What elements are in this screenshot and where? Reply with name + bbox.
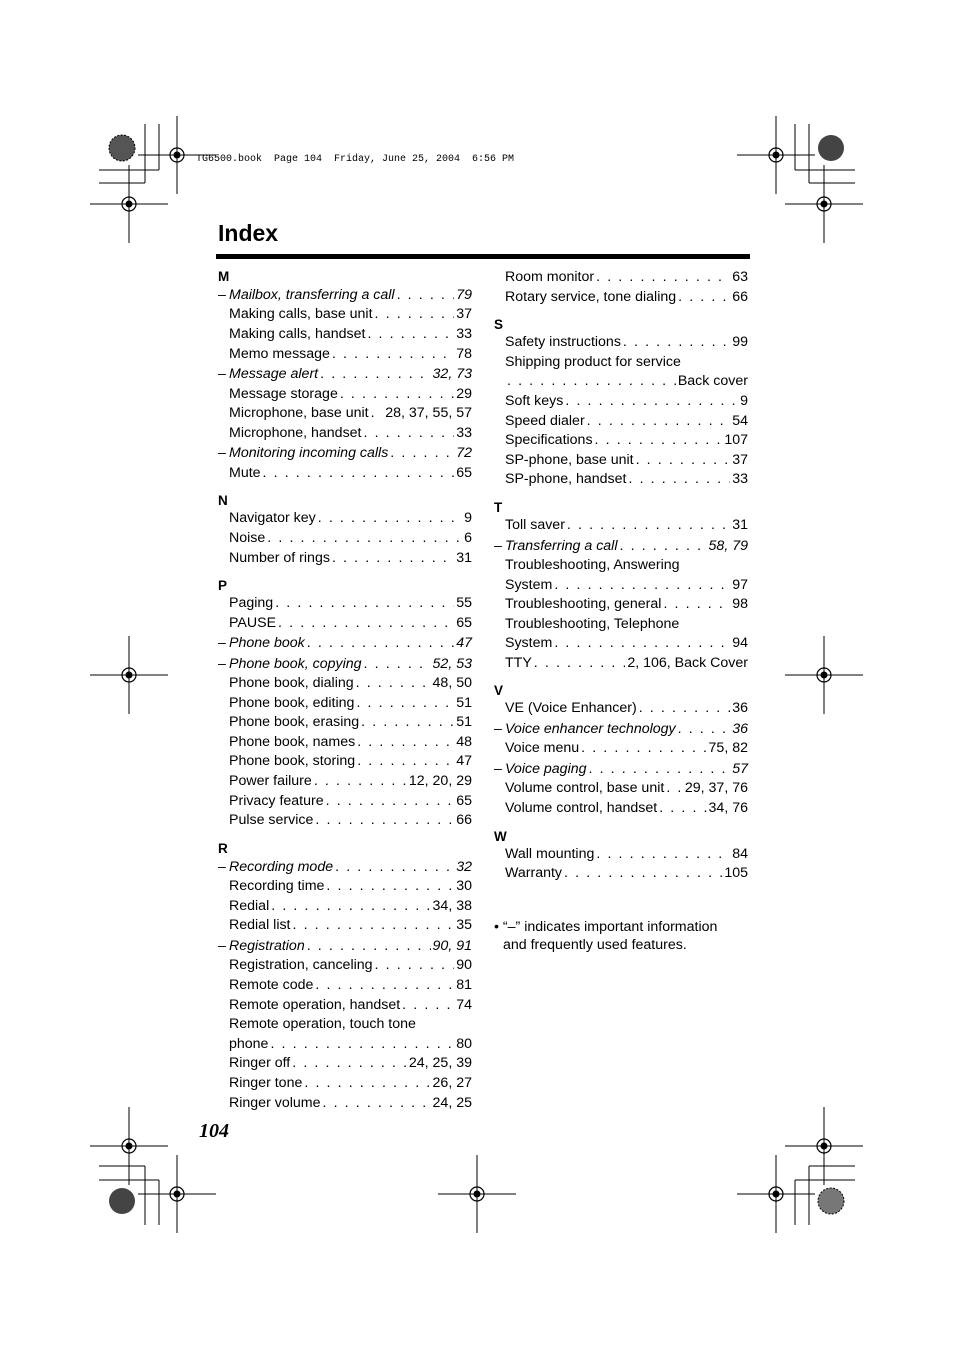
dot-leader bbox=[293, 916, 455, 936]
index-entry-text: Pulse service bbox=[229, 812, 314, 829]
index-entry-pages: 105 bbox=[724, 865, 748, 882]
index-entry-text: Phone book, dialing bbox=[229, 675, 354, 692]
dot-leader bbox=[267, 529, 462, 549]
index-entry-line: Remote operation, touch tone bbox=[229, 1016, 416, 1033]
index-entry bbox=[218, 752, 472, 772]
index-entry-text: Speed dialer bbox=[505, 412, 585, 429]
index-entry bbox=[494, 799, 748, 819]
index-entry-pages: 80 bbox=[456, 1035, 472, 1052]
index-entry bbox=[218, 364, 472, 384]
dot-leader bbox=[367, 325, 454, 345]
index-entry-text: Making calls, base unit bbox=[229, 306, 373, 323]
index-entry bbox=[218, 1074, 472, 1094]
index-entry-line: Troubleshooting, Answering bbox=[505, 556, 680, 573]
dot-leader bbox=[581, 739, 706, 759]
index-entry-text: Phone book, storing bbox=[229, 753, 356, 770]
index-entry-text: Number of rings bbox=[229, 549, 330, 566]
index-entry-text: Monitoring incoming calls bbox=[229, 445, 389, 462]
dot-leader bbox=[678, 719, 731, 739]
index-entry-text: Specifications bbox=[505, 432, 593, 449]
index-entry-pages: 24, 25, 39 bbox=[408, 1055, 472, 1072]
index-entry-line: Troubleshooting, Telephone bbox=[505, 615, 680, 632]
index-entry bbox=[494, 779, 748, 799]
index-column-right bbox=[494, 268, 748, 884]
index-entry-text: Remote operation, handset bbox=[229, 996, 401, 1013]
footnote bbox=[494, 918, 717, 954]
print-header: TG6500.book Page 104 Friday, June 25, 2004 6:56 PM bbox=[196, 154, 515, 165]
dot-leader bbox=[666, 779, 683, 799]
important-marker: – bbox=[494, 761, 502, 778]
index-entry bbox=[218, 1094, 472, 1114]
index-entry bbox=[218, 674, 472, 694]
index-entry-pages: 78 bbox=[456, 345, 472, 362]
index-entry-text: System bbox=[505, 635, 553, 652]
index-entry-pages: 97 bbox=[732, 576, 748, 593]
dot-leader bbox=[335, 857, 454, 877]
index-entry bbox=[494, 372, 748, 392]
dot-leader bbox=[356, 674, 431, 694]
index-entry-pages: 47 bbox=[456, 753, 472, 770]
footnote-line-2: and frequently used features. bbox=[503, 937, 687, 953]
index-entry-text: Mailbox, transferring a call bbox=[229, 287, 395, 303]
index-entry-pages: 47 bbox=[456, 635, 472, 652]
important-marker: – bbox=[218, 858, 226, 875]
index-entry-text: Registration bbox=[229, 938, 305, 954]
dot-leader bbox=[326, 877, 454, 897]
index-entry bbox=[218, 424, 472, 444]
index-entry bbox=[218, 976, 472, 996]
index-entry-pages: 57 bbox=[732, 761, 748, 778]
dot-leader bbox=[314, 772, 407, 792]
index-entry-pages: 99 bbox=[732, 334, 748, 351]
index-entry-pages: 72 bbox=[456, 445, 472, 462]
index-entry bbox=[218, 996, 472, 1016]
dot-leader bbox=[554, 634, 730, 654]
index-entry-text: Volume control, base unit bbox=[505, 780, 665, 797]
index-entry-pages: 33 bbox=[456, 325, 472, 342]
index-entry-text: Registration, canceling bbox=[229, 957, 373, 974]
dot-leader bbox=[678, 288, 730, 308]
index-entry-pages: 32, 73 bbox=[432, 366, 472, 383]
index-entry-pages: 55 bbox=[456, 595, 472, 612]
index-entry bbox=[218, 956, 472, 976]
dot-leader bbox=[663, 595, 730, 615]
dot-leader bbox=[340, 385, 454, 405]
dot-leader bbox=[320, 364, 430, 384]
index-entry-text: Privacy feature bbox=[229, 792, 324, 809]
index-entry-text: SP-phone, base unit bbox=[505, 451, 634, 468]
index-entry bbox=[218, 897, 472, 917]
index-letter-heading: M bbox=[218, 269, 230, 284]
index-entry-pages: 34, 38 bbox=[432, 897, 472, 914]
footnote-line-1: • “–” indicates important information bbox=[494, 919, 718, 935]
dot-leader bbox=[357, 733, 454, 753]
index-entry-text: Voice paging bbox=[505, 761, 587, 778]
index-entry-text: Rotary service, tone dialing bbox=[505, 288, 677, 305]
dot-leader bbox=[263, 464, 455, 484]
index-entry-pages: 63 bbox=[732, 269, 748, 285]
index-letter-heading: T bbox=[494, 499, 503, 515]
index-entry-pages: 26, 27 bbox=[432, 1074, 472, 1091]
index-entry bbox=[494, 431, 748, 451]
dot-leader bbox=[304, 1074, 430, 1094]
index-entry bbox=[218, 916, 472, 936]
title-rule bbox=[216, 254, 750, 259]
index-entry-pages: 29, 37, 76 bbox=[684, 780, 748, 797]
index-entry-text: Phone book, erasing bbox=[229, 714, 360, 731]
index-entry-text: Redial list bbox=[229, 917, 291, 934]
index-letter-heading: W bbox=[494, 828, 507, 844]
dot-leader bbox=[636, 451, 731, 471]
dot-leader bbox=[623, 333, 730, 353]
dot-leader bbox=[322, 1094, 430, 1114]
index-entry bbox=[218, 857, 472, 877]
index-entry-pages: 51 bbox=[456, 714, 472, 731]
index-entry-pages: 48 bbox=[456, 733, 472, 750]
dot-leader bbox=[271, 897, 430, 917]
dot-leader bbox=[628, 470, 730, 490]
index-entry-pages: 51 bbox=[456, 694, 472, 711]
important-marker: – bbox=[218, 655, 226, 672]
index-entry-text: Troubleshooting, general bbox=[505, 596, 662, 613]
index-entry bbox=[218, 614, 472, 634]
dot-leader bbox=[659, 799, 706, 819]
dot-leader bbox=[390, 443, 454, 463]
index-entry-pages: 33 bbox=[732, 471, 748, 488]
index-entry-text: SP-phone, handset bbox=[505, 471, 627, 488]
index-entry-pages: 33 bbox=[456, 424, 472, 441]
index-entry bbox=[218, 877, 472, 897]
index-letter-heading: S bbox=[494, 317, 504, 333]
index-entry bbox=[218, 345, 472, 365]
dot-leader bbox=[292, 1054, 407, 1074]
index-entry-pages: 52, 53 bbox=[432, 655, 472, 672]
index-entry-text: Warranty bbox=[505, 865, 563, 882]
index-entry bbox=[494, 654, 748, 674]
index-entry bbox=[218, 594, 472, 614]
index-entry bbox=[218, 936, 472, 956]
dot-leader bbox=[534, 654, 626, 674]
index-entry-text: Noise bbox=[229, 529, 266, 546]
index-entry-pages: 9 bbox=[464, 510, 472, 527]
index-entry-pages: 24, 25 bbox=[432, 1094, 472, 1111]
index-entry-pages: 29 bbox=[456, 385, 472, 402]
index-entry-pages: 35 bbox=[456, 917, 472, 934]
dot-leader bbox=[371, 404, 384, 424]
index-entry-pages: 81 bbox=[456, 976, 472, 993]
dot-leader bbox=[307, 633, 454, 653]
index-entry-text: Voice enhancer technology bbox=[505, 721, 676, 738]
index-entry bbox=[494, 719, 748, 739]
dot-leader bbox=[356, 694, 454, 714]
dot-leader bbox=[364, 424, 455, 444]
dot-leader bbox=[357, 752, 454, 772]
index-entry-pages: 36 bbox=[732, 700, 748, 717]
index-letter-heading: P bbox=[218, 578, 228, 594]
index-entry-text: Phone book, names bbox=[229, 733, 356, 750]
index-entry bbox=[494, 268, 748, 288]
index-entry bbox=[218, 404, 472, 424]
index-entry-pages: 48, 50 bbox=[432, 675, 472, 692]
index-entry-pages: 66 bbox=[732, 288, 748, 305]
index-entry-pages: 34, 76 bbox=[708, 800, 748, 817]
dot-leader bbox=[315, 811, 454, 831]
dot-leader bbox=[596, 268, 730, 288]
index-entry-pages: 31 bbox=[732, 516, 748, 533]
dot-leader bbox=[278, 614, 454, 634]
index-entry-text: Message storage bbox=[229, 385, 338, 402]
index-entry bbox=[494, 412, 748, 432]
important-marker: – bbox=[218, 938, 226, 954]
dot-leader bbox=[565, 392, 738, 412]
index-entry-text: Power failure bbox=[229, 773, 312, 790]
index-entry-text: Recording time bbox=[229, 878, 325, 895]
index-entry-text: Ringer volume bbox=[229, 1094, 321, 1111]
index-entry bbox=[218, 549, 472, 569]
index-entry-text: Transferring a call bbox=[505, 537, 618, 554]
index-entry-pages: 65 bbox=[456, 464, 472, 481]
index-column-left bbox=[218, 268, 472, 1113]
index-entry bbox=[218, 733, 472, 753]
dot-leader bbox=[375, 956, 455, 976]
index-entry bbox=[218, 385, 472, 405]
index-entry bbox=[494, 759, 748, 779]
index-entry bbox=[218, 285, 472, 305]
index-entry-pages: 6 bbox=[464, 529, 472, 546]
index-entry-text: System bbox=[505, 576, 553, 593]
index-entry-text: Navigator key bbox=[229, 510, 316, 527]
dot-leader bbox=[567, 516, 730, 536]
dot-leader bbox=[315, 976, 454, 996]
index-entry bbox=[494, 864, 748, 884]
index-entry-text: Safety instructions bbox=[505, 334, 621, 351]
index-entry-text: Paging bbox=[229, 595, 274, 612]
dot-leader bbox=[318, 509, 462, 529]
index-entry-pages: 36 bbox=[732, 721, 748, 738]
dot-leader bbox=[554, 576, 730, 596]
index-entry-text: Voice menu bbox=[505, 740, 580, 757]
index-entry bbox=[218, 509, 472, 529]
important-marker: – bbox=[494, 537, 502, 554]
index-entry-text: Phone book, editing bbox=[229, 694, 355, 711]
index-entry-pages: 31 bbox=[456, 549, 472, 566]
index-letter-heading: N bbox=[218, 493, 228, 509]
index-entry bbox=[494, 845, 748, 865]
index-entry-pages: 65 bbox=[456, 614, 472, 631]
index-entry-text: VE (Voice Enhancer) bbox=[505, 700, 637, 717]
index-entry bbox=[494, 516, 748, 536]
dot-leader bbox=[589, 759, 731, 779]
dot-leader bbox=[587, 412, 731, 432]
index-entry-text: Recording mode bbox=[229, 858, 334, 875]
dot-leader bbox=[326, 792, 455, 812]
dot-leader bbox=[595, 431, 723, 451]
index-entry-text: Ringer off bbox=[229, 1055, 291, 1072]
index-entry-text: Soft keys bbox=[505, 392, 564, 409]
index-entry-pages: 94 bbox=[732, 635, 748, 652]
dot-leader bbox=[402, 996, 454, 1016]
index-entry-text: Room monitor bbox=[505, 269, 595, 285]
index-entry-text: Mute bbox=[229, 464, 261, 481]
index-entry-pages: Back cover bbox=[677, 373, 748, 390]
index-entry-text: Message alert bbox=[229, 366, 319, 383]
index-entry bbox=[218, 529, 472, 549]
index-entry-pages: 37 bbox=[456, 306, 472, 323]
index-entry-text: Phone book, copying bbox=[229, 655, 362, 672]
index-entry bbox=[494, 634, 748, 654]
important-marker: – bbox=[218, 635, 226, 652]
index-entry-pages: 66 bbox=[456, 812, 472, 829]
dot-leader bbox=[275, 594, 454, 614]
important-marker: – bbox=[218, 287, 226, 303]
index-entry-text: Microphone, handset bbox=[229, 424, 362, 441]
index-entry-text: Memo message bbox=[229, 345, 330, 362]
important-marker: – bbox=[218, 445, 226, 462]
index-entry-pages: 90 bbox=[456, 957, 472, 974]
important-marker: – bbox=[494, 721, 502, 738]
index-entry-text: Phone book bbox=[229, 635, 305, 652]
index-entry-pages: 54 bbox=[732, 412, 748, 429]
index-entry-text: TTY bbox=[505, 654, 532, 671]
page-title: Index bbox=[218, 220, 279, 246]
index-entry bbox=[218, 1054, 472, 1074]
index-entry bbox=[218, 305, 472, 325]
dot-leader bbox=[332, 345, 454, 365]
index-entry-text: phone bbox=[229, 1035, 269, 1052]
index-entry-pages: 2, 106, Back Cover bbox=[627, 654, 748, 671]
index-entry bbox=[218, 1035, 472, 1055]
index-entry-text: Microphone, base unit bbox=[229, 405, 369, 422]
index-entry-pages: 32 bbox=[456, 858, 472, 875]
dot-leader bbox=[307, 936, 431, 956]
index-entry-pages: 98 bbox=[732, 596, 748, 613]
dot-leader bbox=[270, 1035, 454, 1055]
index-entry bbox=[218, 443, 472, 463]
dot-leader bbox=[364, 654, 431, 674]
index-entry-text: PAUSE bbox=[229, 614, 277, 631]
index-entry-pages: 37 bbox=[732, 451, 748, 468]
index-entry bbox=[494, 333, 748, 353]
index-entry bbox=[218, 713, 472, 733]
index-entry bbox=[218, 464, 472, 484]
index-entry bbox=[494, 288, 748, 308]
index-entry bbox=[218, 772, 472, 792]
index-entry bbox=[494, 392, 748, 412]
index-entry bbox=[494, 536, 748, 556]
index-entry-text: Remote code bbox=[229, 976, 314, 993]
index-entry bbox=[494, 699, 748, 719]
index-entry-pages: 30 bbox=[456, 878, 472, 895]
index-entry bbox=[494, 451, 748, 471]
index-entry-pages: 9 bbox=[740, 392, 748, 409]
index-entry-pages: 65 bbox=[456, 792, 472, 809]
dot-leader bbox=[639, 699, 731, 719]
index-entry bbox=[494, 576, 748, 596]
index-entry bbox=[494, 595, 748, 615]
index-letter-heading: V bbox=[494, 683, 504, 699]
index-entry-line: Shipping product for service bbox=[505, 353, 681, 370]
dot-leader bbox=[361, 713, 454, 733]
index-entry-pages: 107 bbox=[724, 432, 748, 449]
index-entry-pages: 79 bbox=[456, 287, 472, 303]
index-entry-pages: 12, 20, 29 bbox=[408, 773, 472, 790]
index-entry bbox=[218, 654, 472, 674]
index-entry-text: Ringer tone bbox=[229, 1074, 303, 1091]
page-number: 104 bbox=[199, 1120, 229, 1142]
index-entry bbox=[218, 811, 472, 831]
index-entry-pages: 28, 37, 55, 57 bbox=[385, 405, 472, 422]
index-entry bbox=[494, 739, 748, 759]
index-entry-text: Redial bbox=[229, 897, 270, 914]
dot-leader bbox=[620, 536, 707, 556]
index-entry-pages: 84 bbox=[732, 845, 748, 862]
index-entry-text: Volume control, handset bbox=[505, 800, 658, 817]
index-entry bbox=[218, 792, 472, 812]
index-entry-pages: 74 bbox=[456, 996, 472, 1013]
dot-leader bbox=[564, 864, 722, 884]
dot-leader bbox=[375, 305, 455, 325]
important-marker: – bbox=[218, 366, 226, 383]
dot-leader bbox=[397, 285, 455, 305]
index-entry bbox=[218, 694, 472, 714]
dot-leader bbox=[332, 549, 454, 569]
dot-leader bbox=[596, 845, 730, 865]
index-entry-pages: 58, 79 bbox=[708, 537, 748, 554]
index-entry bbox=[218, 633, 472, 653]
index-entry bbox=[494, 470, 748, 490]
index-letter-heading: R bbox=[218, 840, 228, 856]
index-entry-pages: 90, 91 bbox=[432, 938, 472, 954]
index-entry-text: Wall mounting bbox=[505, 845, 595, 862]
index-entry-pages: 75, 82 bbox=[708, 740, 748, 757]
index-entry bbox=[218, 325, 472, 345]
index-entry-text: Toll saver bbox=[505, 516, 565, 533]
index-entry-text: Making calls, handset bbox=[229, 325, 366, 342]
dot-leader bbox=[507, 372, 676, 392]
